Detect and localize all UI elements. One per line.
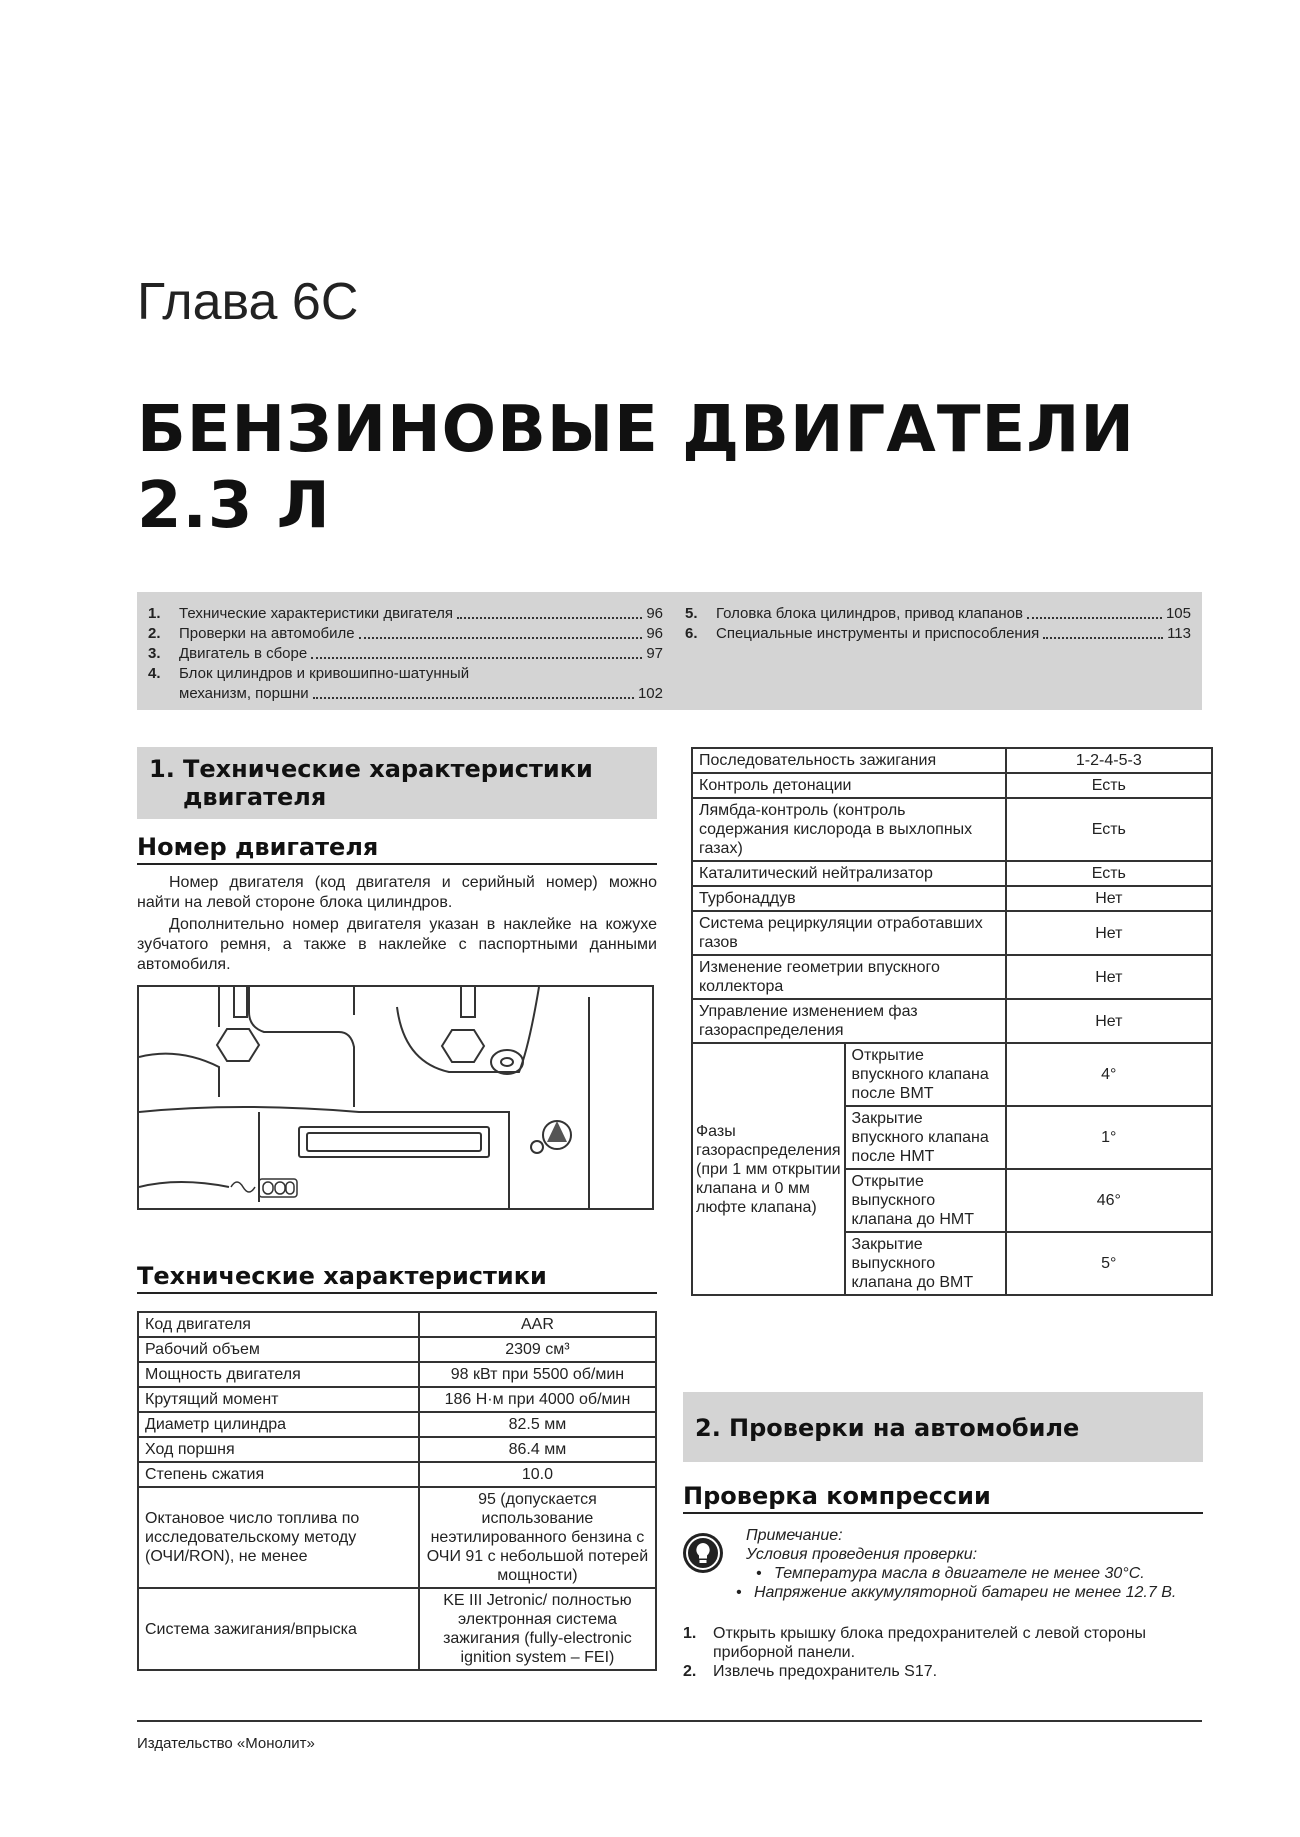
spec-label: Закрытие выпускного клапана до ВМТ [845, 1232, 1006, 1295]
compression-check-heading: Проверка компрессии [683, 1482, 1203, 1514]
note-bullet-text: Напряжение аккумуляторной батареи не менее 12.7 В. [754, 1584, 1177, 1601]
engine-block-illustration [139, 987, 652, 1208]
toc-item[interactable] [148, 604, 663, 624]
spec-label: Каталитический нейтрализатор [692, 861, 1006, 886]
footer-divider [137, 1720, 1202, 1722]
table-row [138, 1312, 656, 1337]
note-bullet: • Напряжение аккумуляторной батареи не менее 12.7 В. [736, 1584, 1177, 1601]
toc-item-page: 113 [1167, 625, 1191, 642]
spec-label: Рабочий объем [138, 1337, 419, 1362]
spec-label: Крутящий момент [138, 1387, 419, 1412]
spec-value: 2309 см³ [419, 1337, 656, 1362]
engine-specifications-table [137, 1311, 657, 1671]
toc-item-label: механизм, поршни [179, 685, 309, 702]
table-row [692, 999, 1212, 1043]
note-conditions: Условия проведения проверки: [746, 1546, 978, 1563]
spec-value: 98 кВт при 5500 об/мин [419, 1362, 656, 1387]
spec-value: 10.0 [419, 1462, 656, 1487]
toc-dots [457, 604, 642, 619]
table-row [138, 1387, 656, 1412]
table-row [692, 773, 1212, 798]
toc-item-number: 6. [685, 625, 698, 642]
page-title [137, 392, 1135, 544]
specifications-heading: Технические характеристики [137, 1262, 657, 1294]
section-1-title-line-2: двигателя [183, 783, 327, 811]
toc-item-label: Блок цилиндров и кривошипно-шатунный [179, 665, 470, 682]
spec-label: Степень сжатия [138, 1462, 419, 1487]
toc-item-label: Проверки на автомобиле [179, 625, 355, 642]
spec-label: Система зажигания/впрыска [138, 1588, 419, 1670]
table-row [138, 1362, 656, 1387]
spec-label: Контроль детонации [692, 773, 1006, 798]
toc-item-label: Специальные инструменты и приспособления [716, 625, 1040, 642]
procedure-step [683, 1624, 1203, 1662]
spec-value: Есть [1006, 861, 1212, 886]
section-1-heading [137, 747, 657, 819]
spec-label: Турбонаддув [692, 886, 1006, 911]
section-2-number: 2. [695, 1414, 721, 1442]
toc-item-number: 4. [148, 665, 161, 682]
toc-item-page: 96 [646, 625, 663, 642]
toc-item-page: 96 [646, 605, 663, 622]
spec-value: Нет [1006, 955, 1212, 999]
toc-dots [311, 644, 642, 659]
toc-item-page: 102 [637, 685, 663, 702]
toc-item[interactable] [148, 664, 663, 684]
engine-specifications-table-continued [691, 747, 1213, 1296]
spec-value: 1-2-4-5-3 [1006, 748, 1212, 773]
spec-value: Нет [1006, 999, 1212, 1043]
toc-item-label: Двигатель в сборе [179, 645, 308, 662]
spec-value: 1° [1006, 1106, 1212, 1169]
toc-dots [1043, 624, 1163, 639]
toc-item[interactable] [685, 624, 1191, 644]
step-number: 1. [683, 1625, 697, 1642]
toc-item-page: 105 [1165, 605, 1191, 622]
spec-value: Нет [1006, 886, 1212, 911]
spec-value: 4° [1006, 1043, 1212, 1106]
publisher-footer: Издательство «Монолит» [137, 1735, 315, 1752]
spec-value: Есть [1006, 798, 1212, 861]
spec-label: Изменение геометрии впускного коллектора [692, 955, 1006, 999]
table-row [138, 1588, 656, 1670]
spec-value: 95 (допускается использование неэтилированного бензина с ОЧИ 91 с небольшой потерей мощности) [419, 1487, 656, 1588]
spec-value: AAR [419, 1312, 656, 1337]
toc-dots [359, 624, 643, 639]
spec-value: 46° [1006, 1169, 1212, 1232]
spec-value: 82.5 мм [419, 1412, 656, 1437]
spec-label: Открытие выпускного клапана до НМТ [845, 1169, 1006, 1232]
table-row [138, 1437, 656, 1462]
toc-column-left [148, 604, 663, 704]
engine-number-paragraph-2: Дополнительно номер двигателя указан в наклейке на кожухе зубчатого ремня, а также в наклейке с паспортными данными автомобиля. [137, 916, 657, 973]
spec-value: 186 Н·м при 4000 об/мин [419, 1387, 656, 1412]
table-row [138, 1412, 656, 1437]
page-title-line-1: БЕНЗИНОВЫЕ ДВИГАТЕЛИ [137, 393, 1135, 467]
toc-item-number: 3. [148, 645, 161, 662]
procedure-step [683, 1662, 1203, 1681]
procedure-steps [683, 1624, 1203, 1681]
spec-value: 5° [1006, 1232, 1212, 1295]
spec-label: Лямбда-контроль (контроль содержания кислорода в выхлопных газах) [692, 798, 1006, 861]
section-1-number: 1. [149, 755, 175, 783]
toc-item[interactable] [148, 644, 663, 664]
toc-item-continuation[interactable] [148, 684, 663, 704]
spec-label: Мощность двигателя [138, 1362, 419, 1387]
lightbulb-icon [683, 1533, 723, 1573]
spec-value: 86.4 мм [419, 1437, 656, 1462]
step-text: Открыть крышку блока предохранителей с левой стороны приборной панели. [713, 1625, 1147, 1661]
toc-column-right [685, 604, 1191, 644]
note-title: Примечание: [746, 1527, 843, 1544]
table-row [138, 1462, 656, 1487]
chapter-label: Глава 6С [137, 273, 359, 331]
table-row [692, 1043, 1212, 1106]
table-row [692, 748, 1212, 773]
spec-value: KE III Jetronic/ полностью электронная система зажигания (fully-electronic ignition system – FEI) [419, 1588, 656, 1670]
spec-label: Открытие впускного клапана после ВМТ [845, 1043, 1006, 1106]
note-bullet: • Температура масла в двигателе не менее 30°С. [756, 1565, 1145, 1582]
table-row [692, 955, 1212, 999]
note-bullet-text: Температура масла в двигателе не менее 30°С. [774, 1565, 1145, 1582]
toc-item-page: 97 [646, 645, 663, 662]
table-row [138, 1487, 656, 1588]
section-1-title-line-1: Технические характеристики [183, 755, 593, 783]
spec-label: Последовательность зажигания [692, 748, 1006, 773]
toc-item[interactable] [148, 624, 663, 644]
toc-item-number: 2. [148, 625, 161, 642]
toc-item-number: 5. [685, 605, 698, 622]
engine-number-location-figure [137, 985, 654, 1210]
valve-timing-label: Фазы газораспределения (при 1 мм открытии клапана и 0 мм люфте клапана) [692, 1043, 845, 1295]
toc-dots [313, 684, 634, 699]
toc-item-label: Головка блока цилиндров, привод клапанов [716, 605, 1023, 622]
section-2-title: Проверки на автомобиле [729, 1414, 1080, 1442]
spec-label: Диаметр цилиндра [138, 1412, 419, 1437]
toc-item[interactable] [685, 604, 1191, 624]
toc-dots [1027, 604, 1162, 619]
note-block [736, 1526, 1177, 1602]
spec-label: Ход поршня [138, 1437, 419, 1462]
spec-label: Система рециркуляции отработавших газов [692, 911, 1006, 955]
table-row [692, 886, 1212, 911]
table-of-contents [137, 592, 1202, 710]
page-title-line-2: 2.3 Л [137, 469, 331, 543]
spec-value: Нет [1006, 911, 1212, 955]
step-number: 2. [683, 1663, 697, 1680]
spec-value: Есть [1006, 773, 1212, 798]
spec-label: Код двигателя [138, 1312, 419, 1337]
spec-label: Управление изменением фаз газораспределения [692, 999, 1006, 1043]
engine-number-heading: Номер двигателя [137, 833, 657, 865]
table-row [692, 798, 1212, 861]
table-row [692, 911, 1212, 955]
section-2-heading [683, 1392, 1203, 1462]
toc-item-label: Технические характеристики двигателя [179, 605, 453, 622]
spec-label: Закрытие впускного клапана после НМТ [845, 1106, 1006, 1169]
table-row [692, 861, 1212, 886]
toc-item-number: 1. [148, 605, 161, 622]
table-row [138, 1337, 656, 1362]
engine-number-paragraph-1: Номер двигателя (код двигателя и серийный номер) можно найти на левой стороне блока цилиндров. [137, 874, 657, 911]
spec-label: Октановое число топлива по исследовательскому методу (ОЧИ/RON), не менее [138, 1487, 419, 1588]
step-text: Извлечь предохранитель S17. [713, 1663, 938, 1680]
